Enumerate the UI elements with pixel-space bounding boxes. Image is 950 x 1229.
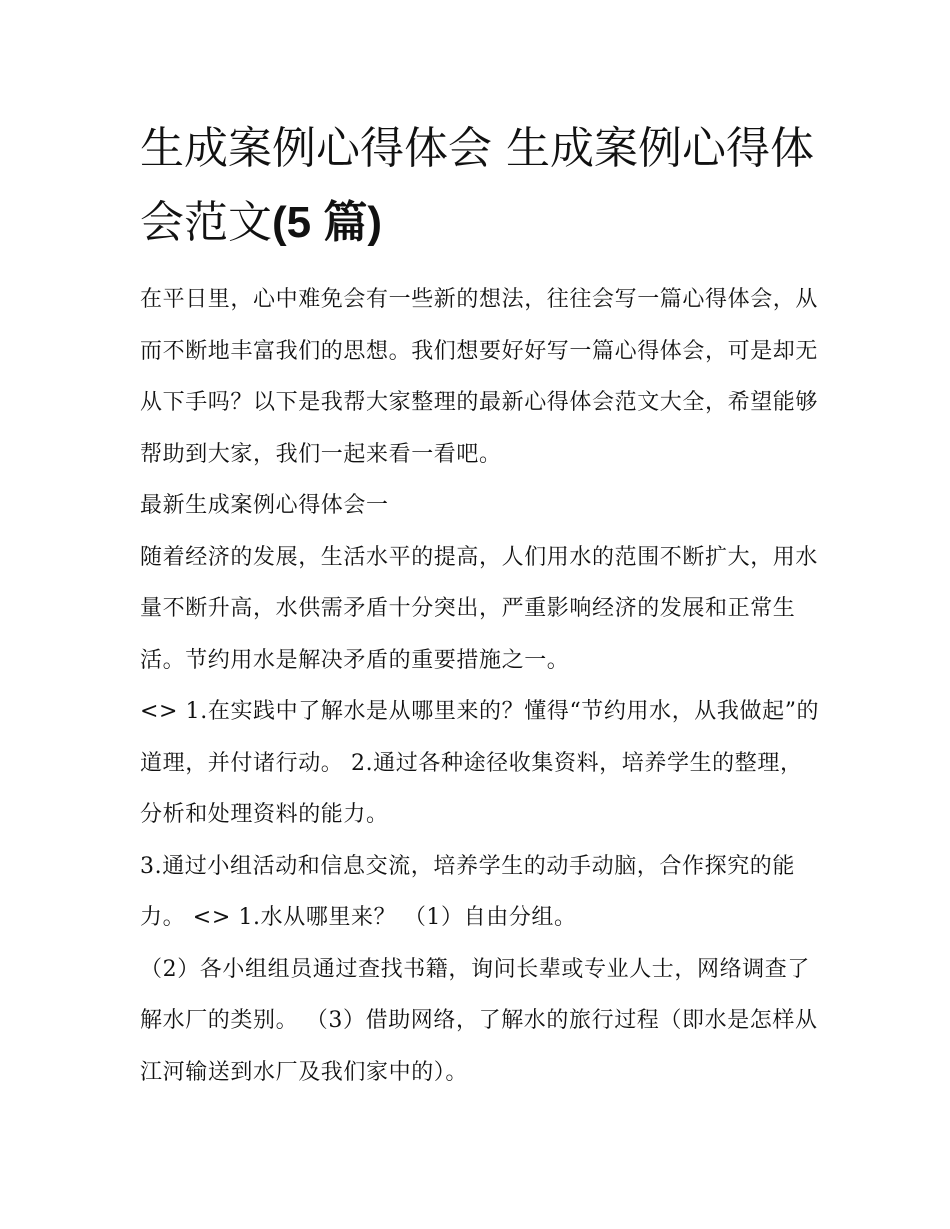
document-title xyxy=(140,112,820,260)
body-paragraph-3: 3.通过小组活动和信息交流，培养学生的动手动脑，合作探究的能力。 <> 1.水从哪里来？ （1）自由分组。 xyxy=(140,853,795,930)
section-heading: 最新生成案例心得体会一 xyxy=(140,493,389,518)
body-paragraph-1: 随着经济的发展，生活水平的提高，人们用水的范围不断扩大，用水量不断升高，水供需矛盾十分突出，严重影响经济的发展和正常生活。节约用水是解决矛盾的重要措施之一。 xyxy=(140,544,819,673)
body-paragraph-4: （2）各小组组员通过查找书籍，询问长辈或专业人士，网络调查了解水厂的类别。 （3）借助网络，了解水的旅行过程（即水是怎样从江河输送到水厂及我们家中的）。 xyxy=(140,956,818,1085)
intro-paragraph: 在平日里，心中难免会有一些新的想法，往往会写一篇心得体会，从而不断地丰富我们的思想。我们想要好好写一篇心得体会，可是却无从下手吗？以下是我帮大家整理的最新心得体会范文大全，希望能够帮助到大家，我们一起来看一看吧。 xyxy=(140,287,819,467)
title-tail: (5 篇) xyxy=(272,198,382,247)
body-paragraph-2: <> 1.在实践中了解水是从哪里来的？懂得“节约用水，从我做起”的道理，并付诸行动。 2.通过各种途径收集资料，培养学生的整理，分析和处理资料的能力。 xyxy=(140,699,820,827)
title-main: 生成案例心得体会 生成案例心得体会范文 xyxy=(140,123,814,248)
document-body xyxy=(140,112,820,1098)
